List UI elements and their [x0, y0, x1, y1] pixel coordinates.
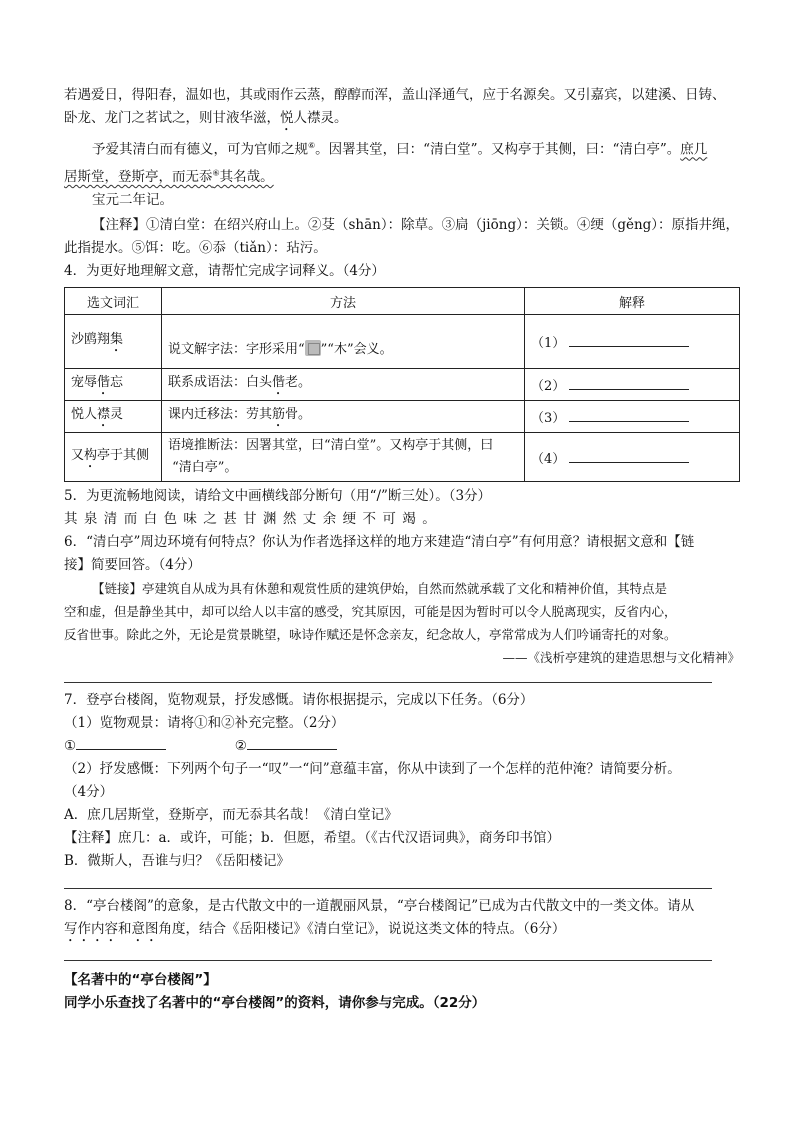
q4-word-4: 又构亭于其侧: [65, 433, 162, 482]
q7-note: 【注释】庶几：a．或许，可能；b．但愿，希望。（《古代汉语词典》，商务印书馆）: [64, 830, 560, 846]
q4-word-1: 沙鸥翔集: [65, 315, 162, 369]
q7-stem: 7．登亭台楼阁，览物观景，抒发感慨。请你根据提示，完成以下任务。（6分）: [64, 692, 534, 708]
q7-blank-1[interactable]: [76, 736, 166, 750]
q7-option-b: B．微斯人，吾谁与归？《岳阳楼记》: [64, 853, 290, 869]
q6-link-line1: 【链接】亭建筑自从成为具有休憩和观赏性质的建筑伊始，自然而然就承载了文化和精神价值，其特点是: [92, 581, 668, 596]
q7-sub2-line2: （4分）: [64, 784, 114, 800]
q4-method-4: 语境推断法：因署其堂，曰“清白堂”。又构亭于其侧，曰 “清白亭”。: [162, 433, 525, 482]
q4-word-3: 悦人襟灵: [65, 401, 162, 433]
q6-link-line3: 反省世事。除此之外，无论是赏景眺望，咏诗作赋还是怀念亲友，纪念故人，亭常常成为人们吟诵寄托的对象。: [64, 627, 677, 642]
q8-answer-line[interactable]: [64, 959, 712, 961]
q7-blanks: ① ②: [64, 735, 740, 758]
q7-sub1: （1）览物观景：请将①和②补充完整。（2分）: [64, 715, 345, 731]
q6-stem-line2: 接】简要回答。（4分）: [64, 557, 201, 573]
passage-p2-line1: 予爱其清白而有德义，可为官师之规⑥。因署其堂，曰：“清白堂”。又构亭于其侧，曰：“清白亭”。庶几: [92, 141, 708, 158]
q7-answer-line[interactable]: [64, 887, 712, 889]
table-row: [65, 401, 740, 433]
table-row: [65, 369, 740, 401]
passage-note-line2: 此指提水。⑤饵：吃。⑥忝（tiǎn）：玷污。: [64, 240, 327, 256]
q6-answer-line[interactable]: [64, 681, 712, 683]
q4-answer-3[interactable]: （3）: [525, 401, 740, 433]
table-row: [65, 433, 740, 482]
q4-header-method: 方法: [162, 288, 525, 315]
q6-stem-line1: 6．“清白亭”周边环境有何特点？你认为作者选择这样的地方来建造“清白亭”有何用意？请根据文意和【链: [64, 534, 695, 550]
q4-method-1: 说文解字法：字形采用“ ”“木”会义。: [162, 315, 525, 369]
q6-source: ——《浅析亭建筑的建造思想与文化精神》: [502, 650, 740, 665]
q6-link-line2: 空和虚，但是静坐其中，却可以给人以丰富的感受，究其原因，可能是因为暂时可以令人脱离现实，反省内心，: [64, 604, 677, 619]
passage-p2-line2: 居斯堂，登斯亭，而无忝⑥其名哉。: [64, 168, 274, 185]
q4-answer-2[interactable]: （2）: [525, 369, 740, 401]
q4-header-word: 选文词汇: [65, 288, 162, 315]
passage-p1-line2: 卧龙、龙门之茗试之，则甘液华滋，悦人襟灵。: [64, 110, 348, 126]
q5-sentence: 其泉清而白色味之甚甘渊然丈余绠不可竭。: [64, 511, 443, 527]
q4-answer-1[interactable]: （1）: [525, 315, 740, 369]
table-row: [65, 315, 740, 369]
q7-blank-2[interactable]: [247, 736, 337, 750]
exam-page: [64, 84, 740, 1015]
section-intro: 同学小乐查找了名著中的“亭台楼阁”的资料，请你参与完成。（22分）: [64, 995, 486, 1011]
q4-table: [64, 287, 740, 482]
q7-sub2-line1: （2）抒发感慨：下列两个句子一“叹”一“问”意蕴丰富，你从中读到了一个怎样的范仲淹？请简要分析。: [64, 761, 681, 777]
q4-header-explain: 解释: [525, 288, 740, 315]
passage-date: 宝元二年记。: [92, 192, 173, 208]
q8-stem-line2: 写作内容和意图角度，结合《岳阳楼记》《清白堂记》，说说这类文体的特点。（6分）: [64, 921, 566, 937]
q4-method-3: 课内迁移法：劳其筋骨。: [162, 401, 525, 433]
ancient-character-icon: [305, 340, 321, 356]
q4-answer-4[interactable]: （4）: [525, 433, 740, 482]
q4-stem: 4．为更好地理解文意，请帮忙完成字词释义。（4分）: [64, 263, 385, 279]
section-title: 【名著中的“亭台楼阁”】: [64, 972, 217, 988]
q7-option-a: A．庶几居斯堂，登斯亭，而无忝其名哉！《清白堂记》: [64, 807, 398, 823]
q4-word-2: 宠辱偕忘: [65, 369, 162, 401]
q4-method-2: 联系成语法：白头偕老。: [162, 369, 525, 401]
passage-note-line1: 【注释】①清白堂：在绍兴府山上。②芟（shān）：除草。③扃（jiōng）：关锁。④绠（gěng）：原指井绳，: [92, 217, 740, 233]
q8-stem-line1: 8．“亭台楼阁”的意象，是古代散文中的一道靓丽风景，“亭台楼阁记”已成为古代散文中的一类文体。请从: [64, 898, 695, 914]
q5-stem: 5．为更流畅地阅读，请给文中画横线部分断句（用“/”断三处）。（3分）: [64, 488, 492, 504]
passage-p1-line1: 若遇爱日，得阳春，温如也，其或雨作云蒸，醇醇而浑，盖山泽通气，应于名源矣。又引嘉宾，以建溪、日铸、: [64, 87, 726, 103]
